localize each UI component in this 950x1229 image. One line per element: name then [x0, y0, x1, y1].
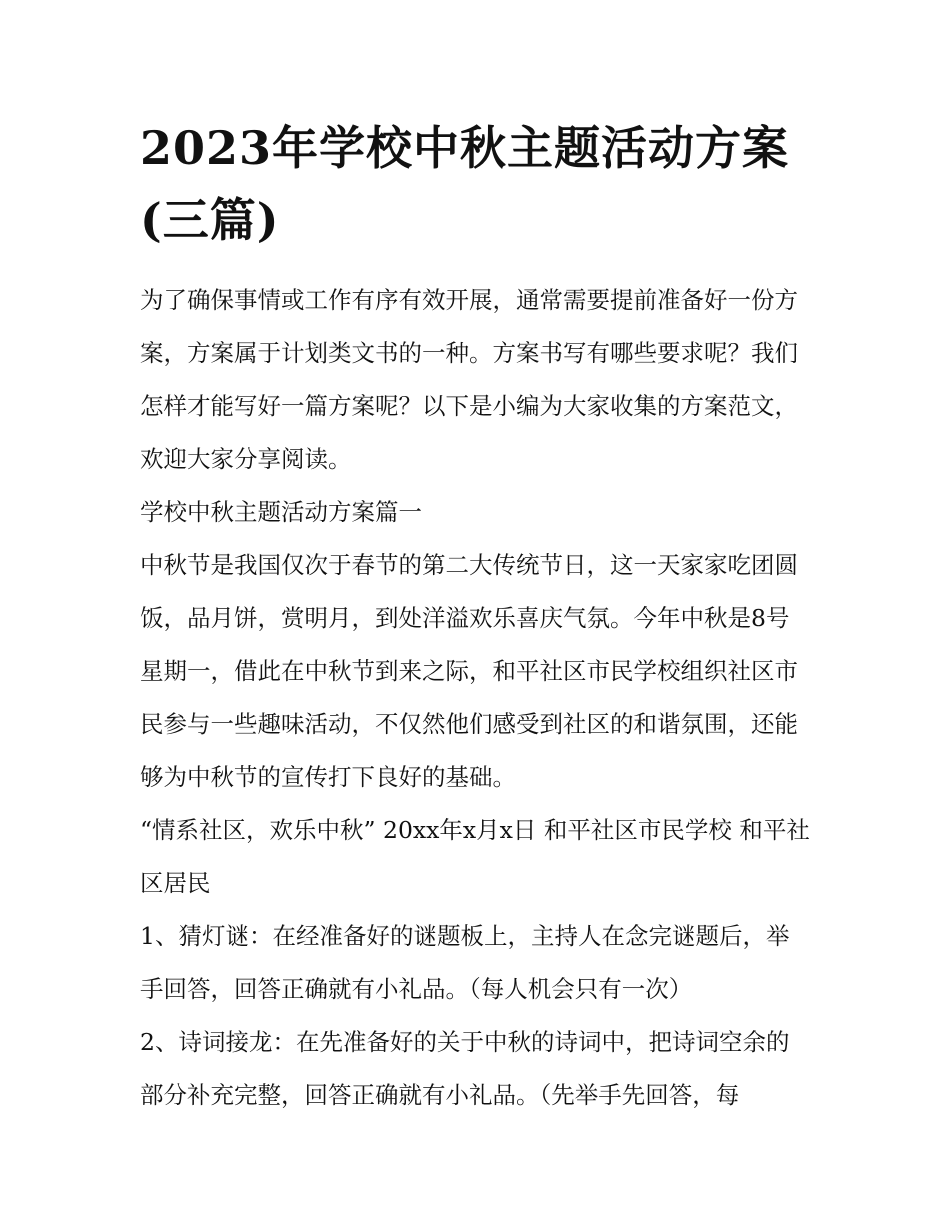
activity-item-2: 2、诗词接龙：在先准备好的关于中秋的诗词中，把诗词空余的部分补充完整，回答正确就有小礼品。（先举手先回答，每	[140, 1028, 790, 1109]
event-info-paragraph: “情系社区，欢乐中秋” 20xx年x月x日 和平社区市民学校 和平社区居民	[140, 816, 810, 897]
intro-paragraph: 为了确保事情或工作有序有效开展，通常需要提前准备好一份方案，方案属于计划类文书的一种。方案书写有哪些要求呢？我们怎样才能写好一篇方案呢？以下是小编为大家收集的方案范文，欢迎大家分享阅读。	[140, 286, 798, 473]
activity-item-1: 1、猜灯谜：在经准备好的谜题板上，主持人在念完谜题后，举手回答，回答正确就有小礼品。（每人机会只有一次）	[140, 922, 790, 1003]
document-body	[140, 112, 820, 1122]
document-title: 2023年学校中秋主题活动方案(三篇)	[140, 121, 790, 247]
body-paragraph: 中秋节是我国仅次于春节的第二大传统节日，这一天家家吃团圆饭，品月饼，赏明月，到处洋溢欢乐喜庆气氛。今年中秋是8号星期一，借此在中秋节到来之际，和平社区市民学校组织社区市民参与一些趣味活动，不仅然他们感受到社区的和谐氛围，还能够为中秋节的宣传打下良好的基础。	[140, 551, 798, 791]
section-heading: 学校中秋主题活动方案篇一	[140, 498, 422, 526]
